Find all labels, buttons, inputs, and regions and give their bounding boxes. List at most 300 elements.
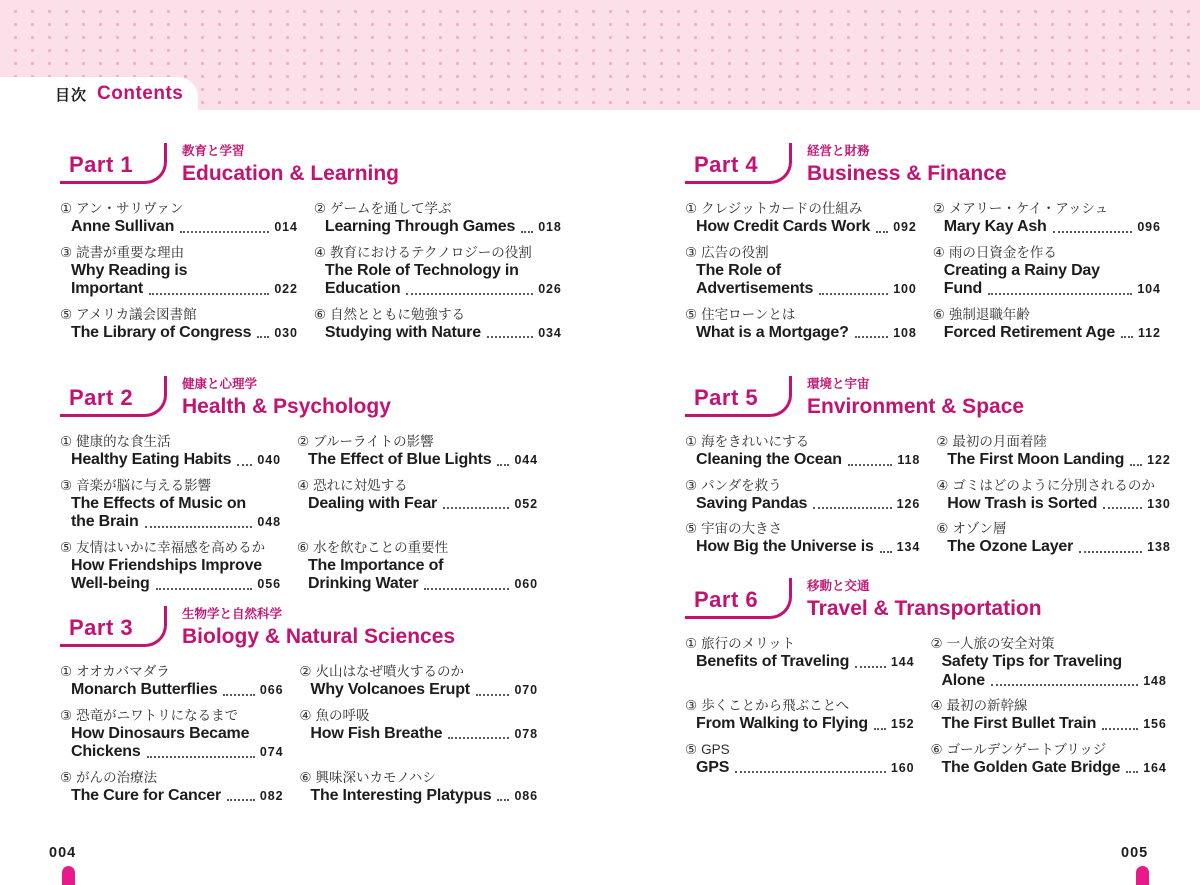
item-en-last-line — [310, 681, 538, 700]
item-title-jp: がんの治療法 — [76, 769, 158, 785]
part-badge — [685, 376, 792, 417]
toc-item — [685, 519, 920, 557]
dot-leader — [257, 336, 269, 338]
toc-item — [299, 706, 538, 762]
part-items-grid — [685, 432, 1171, 557]
item-title-en: Important — [71, 280, 143, 297]
item-en-block — [308, 495, 538, 514]
item-title-en: Well-being — [71, 575, 150, 592]
item-en-block — [325, 262, 562, 299]
toc-item — [60, 305, 298, 343]
item-title-jp: オゾン層 — [952, 521, 1007, 536]
item-title-jp: GPS — [701, 741, 730, 757]
item-en-last-line — [71, 324, 298, 343]
item-title-jp: 強制退職年齢 — [948, 306, 1030, 322]
item-en-block — [310, 681, 538, 700]
item-number: ① — [60, 201, 73, 216]
item-title-jp: 宇宙の大きさ — [701, 521, 783, 536]
toc-item — [60, 432, 281, 470]
dot-leader — [521, 231, 533, 233]
item-en-block — [308, 451, 538, 470]
dot-leader — [424, 588, 509, 590]
toc-item — [930, 696, 1166, 734]
item-title-jp: 雨の日資金を作る — [948, 244, 1057, 260]
item-title-en: The Effect of Blue Lights — [307, 451, 492, 468]
part-items-grid — [685, 199, 1161, 342]
item-jp-row — [60, 768, 283, 787]
dot-leader — [1121, 336, 1133, 338]
item-number: ④ — [313, 244, 326, 260]
item-title-en: Dealing with Fear — [307, 494, 438, 512]
toc-item — [933, 199, 1161, 237]
item-en-block — [71, 787, 283, 806]
toc-item — [299, 768, 538, 806]
item-title-en: Saving Pandas — [696, 494, 808, 512]
item-jp-row — [60, 199, 298, 218]
item-title-en: Mary Kay Ash — [943, 218, 1047, 235]
item-title-jp: 恐れに対処する — [313, 477, 408, 493]
toc-item — [930, 634, 1166, 690]
item-number: ④ — [299, 707, 312, 723]
item-en-last-line — [308, 451, 538, 470]
item-page-number: 066 — [259, 683, 284, 697]
part-titles — [182, 606, 455, 649]
item-page-number: 152 — [890, 717, 915, 731]
item-en-block — [696, 759, 914, 778]
item-page-number: 112 — [1138, 325, 1161, 340]
item-title-en: Monarch Butterflies — [71, 681, 218, 698]
item-title-jp: 最初の月面着陸 — [952, 434, 1047, 449]
item-number: ② — [299, 664, 312, 679]
part-header — [685, 376, 1153, 419]
item-number: ② — [936, 434, 949, 449]
part-header — [60, 376, 538, 419]
part-section — [685, 578, 1167, 777]
item-jp-row — [685, 519, 920, 538]
toc-label-jp: 目次 — [55, 86, 88, 104]
item-title-en: How Credit Cards Work — [696, 218, 871, 235]
item-number: ③ — [60, 477, 73, 493]
item-en-block — [696, 451, 920, 470]
item-en-last-line — [71, 681, 283, 700]
item-page-number: 108 — [893, 325, 917, 340]
item-en-last-line — [71, 743, 283, 762]
dot-leader — [223, 694, 254, 696]
item-en-last-line — [71, 218, 298, 237]
item-title-jp: メアリー・ケイ・アッシュ — [948, 201, 1109, 216]
part-badge — [60, 143, 167, 184]
item-en-block — [696, 262, 917, 299]
item-number: ③ — [685, 244, 698, 260]
item-en-last-line — [941, 759, 1166, 778]
part-badge — [60, 376, 167, 417]
part-header — [60, 606, 538, 649]
item-number: ③ — [685, 698, 698, 713]
item-jp-row — [60, 538, 281, 557]
item-page-number: 138 — [1147, 540, 1171, 554]
dot-leader — [819, 293, 888, 295]
item-jp-row — [685, 740, 914, 759]
item-title-jp: 友情はいかに幸福感を高めるか — [76, 539, 266, 555]
item-number: ③ — [60, 707, 73, 723]
item-title-jp: ゴミはどのように分別されるのか — [952, 477, 1155, 493]
dot-leader — [497, 799, 509, 801]
item-number: ④ — [932, 244, 945, 260]
item-number: ① — [60, 434, 73, 449]
item-page-number: 160 — [890, 760, 915, 775]
item-en-block — [944, 324, 1161, 343]
toc-item — [314, 199, 562, 237]
item-en-block — [308, 557, 538, 594]
item-jp-row — [60, 243, 298, 262]
part-badge — [685, 578, 792, 619]
part-label: Part 3 — [69, 615, 134, 640]
item-en-last-line — [696, 218, 917, 237]
part-title-jp: 環境と宇宙 — [807, 377, 870, 391]
item-en-block — [310, 725, 538, 744]
item-number: ⑤ — [685, 521, 698, 536]
item-title-jp: ゲームを通して学ぶ — [330, 201, 452, 216]
item-title-jp: 広告の役割 — [701, 244, 769, 260]
item-number: ② — [313, 201, 326, 216]
item-number: ④ — [930, 698, 943, 713]
toc-item — [933, 305, 1161, 343]
item-jp-row — [314, 305, 562, 324]
dot-leader — [147, 756, 255, 758]
item-en-last-line — [308, 575, 538, 594]
toc-item — [60, 768, 283, 806]
item-number: ③ — [60, 244, 73, 260]
toc-item — [685, 305, 917, 343]
item-number: ⑤ — [685, 306, 698, 322]
toc-item — [933, 243, 1161, 299]
toc-item — [60, 662, 283, 700]
item-jp-row — [685, 476, 920, 495]
item-page-number: 134 — [896, 540, 921, 554]
toc-item — [314, 243, 562, 299]
item-number: ① — [685, 201, 698, 216]
dot-leader — [443, 507, 509, 509]
item-en-block — [71, 681, 283, 700]
item-title-en: The Library of Congress — [71, 323, 252, 341]
item-title-en: Why Volcanoes Erupt — [310, 681, 470, 698]
item-title-en: the Brain — [71, 513, 139, 530]
item-en-block — [696, 653, 914, 672]
item-title-jp: 教育におけるテクノロジーの役割 — [330, 244, 532, 260]
dot-leader — [180, 231, 269, 233]
part-section — [60, 143, 562, 342]
dot-leader — [149, 293, 269, 295]
dot-leader — [448, 737, 509, 739]
item-jp-row — [314, 243, 562, 262]
dot-leader — [1130, 464, 1142, 466]
item-title-en: GPS — [696, 758, 730, 776]
part-titles — [182, 376, 391, 419]
item-jp-row — [936, 432, 1170, 451]
item-en-last-line — [947, 538, 1170, 557]
toc-item — [299, 662, 538, 700]
item-en-last-line — [71, 575, 281, 594]
item-en-block — [947, 451, 1170, 470]
item-page-number: 052 — [514, 496, 538, 511]
item-en-block — [941, 759, 1166, 778]
item-page-number: 056 — [257, 577, 281, 591]
item-number: ⑥ — [930, 741, 943, 757]
part-label: Part 2 — [69, 385, 134, 410]
part-badge — [685, 143, 792, 184]
part-header — [60, 143, 538, 186]
part-label: Part 4 — [694, 152, 759, 177]
dot-leader — [1053, 231, 1133, 233]
item-page-number: 122 — [1147, 453, 1171, 467]
item-title-en: What is a Mortgage? — [696, 323, 849, 341]
item-page-number: 164 — [1143, 760, 1167, 775]
item-number: ⑥ — [932, 306, 945, 322]
item-title-en: Drinking Water — [307, 575, 419, 592]
item-jp-row — [299, 768, 538, 787]
item-title-en: How Fish Breathe — [310, 724, 443, 742]
item-en-block — [696, 324, 917, 343]
item-title-jp: 水を飲むことの重要性 — [313, 539, 449, 555]
item-page-number: 118 — [897, 453, 921, 467]
toc-label-en: Contents — [97, 83, 184, 104]
item-title-en: Forced Retirement Age — [943, 323, 1116, 341]
dot-leader — [476, 694, 510, 696]
part-titles — [807, 578, 1042, 621]
item-number: ④ — [296, 477, 310, 493]
item-page-number: 130 — [1147, 496, 1171, 511]
item-title-jp: パンダを救う — [701, 477, 782, 493]
item-jp-row — [685, 199, 917, 218]
item-number: ⑥ — [313, 306, 326, 322]
item-title-jp: 住宅ローンとは — [701, 306, 796, 322]
part-title-jp: 健康と心理学 — [182, 377, 258, 391]
item-title-en: Education — [324, 280, 401, 297]
item-title-en: The Interesting Platypus — [310, 786, 492, 804]
item-page-number: 022 — [274, 282, 298, 296]
item-page-number: 074 — [259, 745, 284, 759]
item-jp-row — [933, 305, 1161, 324]
item-page-number: 144 — [890, 655, 915, 669]
item-page-number: 044 — [514, 453, 538, 467]
item-title-en: Alone — [941, 671, 985, 689]
item-en-last-line — [944, 280, 1161, 299]
dot-leader — [874, 728, 886, 730]
item-title-en: The Cure for Cancer — [71, 786, 222, 804]
dot-leader — [855, 666, 886, 668]
item-jp-row — [936, 476, 1170, 495]
item-title-jp: 旅行のメリット — [701, 636, 796, 651]
item-jp-row — [930, 740, 1166, 759]
toc-item — [685, 740, 914, 778]
part-title-jp: 生物学と自然科学 — [182, 607, 283, 621]
item-jp-row — [930, 634, 1166, 653]
toc-item — [685, 634, 914, 690]
dot-leader — [1126, 771, 1138, 773]
item-page-number: 126 — [896, 496, 921, 511]
toc-item — [685, 696, 914, 734]
item-en-block — [944, 218, 1161, 237]
item-en-last-line — [325, 218, 562, 237]
item-title-en: Why Reading is — [71, 261, 188, 279]
dot-leader — [735, 771, 886, 773]
item-title-en: Fund — [943, 280, 983, 297]
part-titles — [807, 143, 1007, 186]
item-jp-row — [299, 706, 538, 725]
item-page-number: 078 — [514, 726, 538, 741]
dot-leader — [487, 336, 533, 338]
item-en-last-line — [71, 787, 283, 806]
item-jp-row — [297, 538, 538, 557]
dot-leader — [991, 684, 1138, 686]
page-tab-left — [62, 866, 75, 885]
part-section — [60, 376, 538, 594]
item-en-block — [71, 218, 298, 237]
item-title-en: Safety Tips for Traveling — [941, 653, 1122, 670]
item-en-last-line — [325, 280, 562, 299]
item-number: ⑥ — [299, 769, 312, 785]
item-title-jp: アン・サリヴァン — [76, 201, 184, 216]
item-en-block — [71, 725, 283, 762]
item-title-en: Anne Sullivan — [71, 218, 175, 235]
part-titles — [182, 143, 399, 186]
page-number-right: 005 — [1121, 845, 1149, 861]
item-number: ⑤ — [60, 306, 73, 322]
part-header — [685, 143, 1153, 186]
item-page-number: 018 — [538, 220, 562, 234]
item-page-number: 156 — [1143, 717, 1167, 731]
item-title-en: From Walking to Flying — [696, 715, 868, 732]
item-en-block — [947, 538, 1170, 557]
item-jp-row — [685, 634, 914, 653]
item-jp-row — [297, 476, 538, 495]
toc-item — [60, 243, 298, 299]
part-items-grid — [60, 662, 538, 805]
page-tab-right — [1136, 866, 1149, 885]
item-en-block — [71, 495, 281, 532]
toc-item — [60, 476, 281, 532]
part-title-jp: 移動と交通 — [807, 579, 870, 593]
dot-leader — [145, 526, 253, 528]
part-titles — [807, 376, 1024, 419]
item-title-en: Benefits of Traveling — [696, 653, 850, 670]
item-en-last-line — [941, 672, 1166, 691]
item-jp-row — [60, 432, 281, 451]
item-number: ⑤ — [685, 741, 698, 757]
item-title-jp: アメリカ議会図書館 — [76, 306, 197, 322]
dot-leader — [848, 464, 893, 466]
item-title-jp: 読書が重要な理由 — [76, 244, 185, 260]
part-title-en: Health & Psychology — [182, 395, 391, 418]
item-en-last-line — [696, 324, 917, 343]
item-en-block — [947, 495, 1170, 514]
item-jp-row — [936, 519, 1170, 538]
toc-item — [685, 476, 920, 514]
part-badge — [60, 606, 167, 647]
item-title-jp: 自然とともに勉強する — [330, 306, 465, 322]
toc-item — [936, 432, 1170, 470]
toc-item — [60, 538, 281, 594]
item-page-number: 048 — [257, 515, 281, 529]
item-title-en: The First Bullet Train — [941, 715, 1097, 732]
part-label: Part 1 — [69, 152, 134, 177]
dot-leader — [237, 464, 252, 466]
dot-leader — [156, 588, 253, 590]
item-page-number: 040 — [257, 453, 281, 467]
item-title-jp: 恐竜がニワトリになるまで — [76, 707, 239, 723]
item-jp-row — [60, 706, 283, 725]
item-title-jp: 火山はなぜ噴火するのか — [315, 664, 465, 679]
toc-item — [930, 740, 1166, 778]
toc-item — [60, 199, 298, 237]
item-en-block — [71, 262, 298, 299]
item-jp-row — [685, 696, 914, 715]
item-en-last-line — [696, 653, 914, 672]
item-number: ④ — [936, 477, 949, 493]
dot-leader — [876, 231, 888, 233]
item-title-en: Chickens — [71, 743, 141, 760]
dot-leader — [988, 293, 1132, 295]
item-jp-row — [60, 305, 298, 324]
item-title-jp: 一人旅の安全対策 — [946, 636, 1055, 651]
item-page-number: 086 — [514, 788, 538, 803]
item-page-number: 092 — [893, 220, 917, 234]
item-page-number: 030 — [274, 325, 298, 340]
item-page-number: 070 — [514, 683, 538, 697]
item-title-en: How Dinosaurs Became — [71, 724, 250, 742]
item-number: ⑤ — [60, 539, 73, 555]
item-jp-row — [933, 199, 1161, 218]
item-page-number: 104 — [1137, 282, 1161, 296]
item-en-last-line — [696, 715, 914, 734]
item-number: ② — [932, 201, 945, 216]
item-title-jp: 健康的な食生活 — [76, 434, 171, 449]
item-title-jp: クレジットカードの仕組み — [701, 201, 863, 216]
item-title-en: Creating a Rainy Day — [943, 261, 1100, 279]
part-header — [685, 578, 1153, 621]
item-title-en: How Friendships Improve — [71, 556, 262, 574]
item-title-en: The Ozone Layer — [947, 538, 1074, 555]
item-jp-row — [685, 432, 920, 451]
dot-leader — [1102, 728, 1138, 730]
item-en-last-line — [944, 218, 1161, 237]
toc-item — [297, 538, 538, 594]
toc-item — [60, 706, 283, 762]
item-en-last-line — [696, 759, 914, 778]
item-jp-row — [299, 662, 538, 681]
item-number: ① — [685, 434, 698, 449]
item-title-en: Cleaning the Ocean — [696, 451, 842, 468]
item-jp-row — [685, 243, 917, 262]
item-en-last-line — [696, 495, 920, 514]
toc-item — [685, 432, 920, 470]
item-jp-row — [685, 305, 917, 324]
item-en-last-line — [71, 280, 298, 299]
item-title-jp: 最初の新幹線 — [946, 698, 1028, 713]
item-en-block — [941, 653, 1166, 690]
item-jp-row — [60, 476, 281, 495]
dot-leader — [1103, 507, 1142, 509]
item-jp-row — [314, 199, 562, 218]
item-number: ② — [930, 636, 943, 651]
part-title-jp: 教育と学習 — [182, 144, 245, 158]
item-number: ⑥ — [936, 521, 949, 536]
item-en-block — [325, 218, 562, 237]
item-title-en: The Golden Gate Bridge — [941, 758, 1121, 776]
item-en-block — [696, 538, 920, 557]
item-title-en: The Role of — [696, 261, 781, 279]
item-title-en: The First Moon Landing — [947, 451, 1125, 468]
